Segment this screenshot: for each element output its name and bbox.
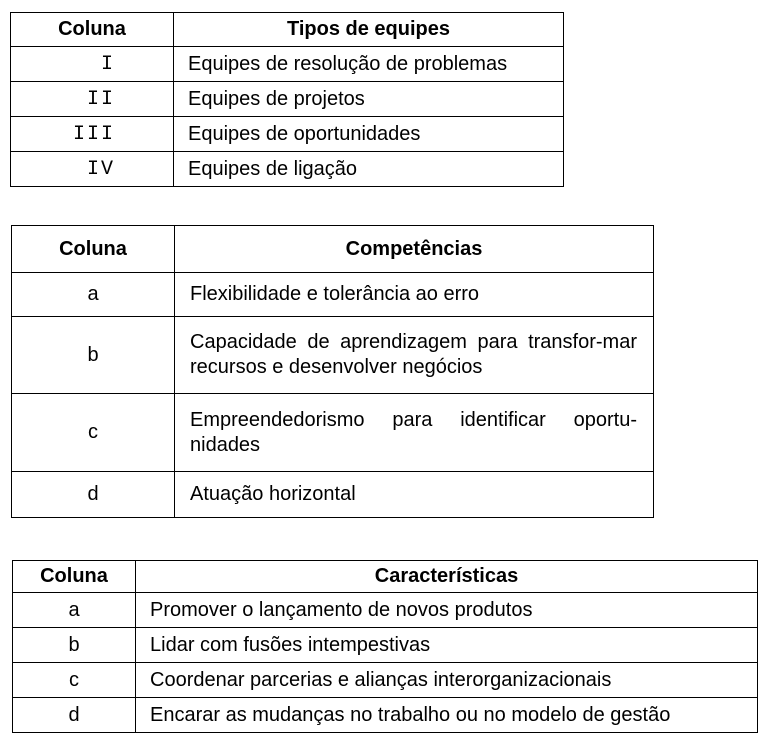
column-header-caracteristicas: Características — [136, 561, 758, 593]
table-row — [12, 472, 654, 518]
table-row — [13, 663, 758, 698]
letter-cell: d — [12, 472, 175, 518]
roman-numeral-cell: II — [11, 82, 174, 117]
table-row — [12, 394, 654, 472]
competencies-table — [11, 225, 654, 518]
column-header-coluna: Coluna — [13, 561, 136, 593]
competency-cell: Empreendedorismo para identificar oportu-nidades — [175, 394, 654, 472]
competency-cell: Atuação horizontal — [175, 472, 654, 518]
letter-cell: a — [13, 593, 136, 628]
roman-numeral-cell: I — [11, 47, 174, 82]
letter-cell: a — [12, 273, 175, 317]
table-header-row — [12, 226, 654, 273]
column-header-tipos: Tipos de equipes — [174, 13, 564, 47]
competency-cell: Capacidade de aprendizagem para transfor-mar recursos e desenvolver negócios — [175, 317, 654, 394]
characteristic-cell: Encarar as mudanças no trabalho ou no modelo de gestão — [136, 698, 758, 733]
team-type-cell: Equipes de resolução de problemas — [174, 47, 564, 82]
letter-cell: b — [12, 317, 175, 394]
letter-cell: d — [13, 698, 136, 733]
table-row — [12, 317, 654, 394]
roman-numeral-cell: III — [11, 117, 174, 152]
letter-cell: c — [12, 394, 175, 472]
table-header-row — [13, 561, 758, 593]
characteristics-table — [12, 560, 758, 733]
table-row — [11, 117, 564, 152]
team-types-table — [10, 12, 564, 187]
team-type-cell: Equipes de oportunidades — [174, 117, 564, 152]
roman-numeral-cell: IV — [11, 152, 174, 187]
table-row — [13, 698, 758, 733]
letter-cell: b — [13, 628, 136, 663]
table-row — [11, 152, 564, 187]
table-row — [13, 593, 758, 628]
table-header-row — [11, 13, 564, 47]
table-row — [11, 82, 564, 117]
column-header-competencias: Competências — [175, 226, 654, 273]
competency-cell: Flexibilidade e tolerância ao erro — [175, 273, 654, 317]
table-row — [12, 273, 654, 317]
characteristic-cell: Lidar com fusões intempestivas — [136, 628, 758, 663]
column-header-coluna: Coluna — [11, 13, 174, 47]
table-row — [13, 628, 758, 663]
letter-cell: c — [13, 663, 136, 698]
team-type-cell: Equipes de ligação — [174, 152, 564, 187]
column-header-coluna: Coluna — [12, 226, 175, 273]
team-type-cell: Equipes de projetos — [174, 82, 564, 117]
table-row — [11, 47, 564, 82]
characteristic-cell: Coordenar parcerias e alianças interorganizacionais — [136, 663, 758, 698]
characteristic-cell: Promover o lançamento de novos produtos — [136, 593, 758, 628]
